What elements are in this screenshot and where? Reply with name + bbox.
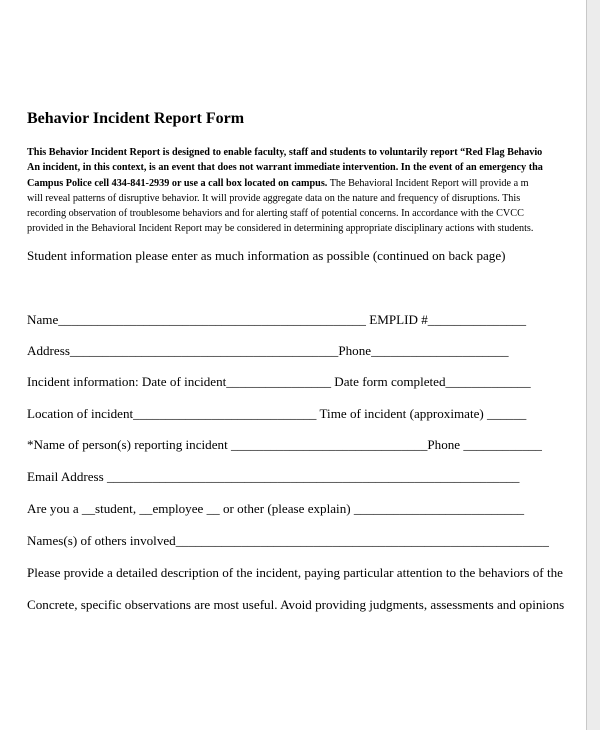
- intro-line-5: recording observation of troublesome behaviors and for alerting staff of potential concerns. In accordance with the CVCC: [27, 208, 524, 220]
- form-title: Behavior Incident Report Form: [27, 110, 245, 127]
- reporter-field[interactable]: *Name of person(s) reporting incident ______________________________Phone ____________: [27, 437, 542, 452]
- intro-line-3: [27, 176, 543, 191]
- description-instruction: Please provide a detailed description of the incident, paying particular attention to the behaviors of the: [27, 565, 563, 580]
- location-field[interactable]: Location of incident____________________________ Time of incident (approximate) ______: [27, 406, 527, 421]
- incident-info-field[interactable]: Incident information: Date of incident________________ Date form completed_____________: [27, 374, 531, 389]
- role-field[interactable]: Are you a __student, __employee __ or other (please explain) __________________________: [27, 501, 525, 516]
- intro-line-3-rest: The Behavioral Incident Report will provide a m: [327, 177, 529, 189]
- intro-line-4: will reveal patterns of disruptive behavior. It will provide aggregate data on the nature and frequency of disruptions. This: [27, 192, 521, 204]
- observation-instruction: Concrete, specific observations are most useful. Avoid providing judgments, assessments and opinions: [27, 597, 565, 612]
- email-field[interactable]: Email Address _______________________________________________________________: [27, 469, 520, 484]
- student-info-heading: Student information please enter as much information as possible (continued on back page): [27, 248, 506, 263]
- address-field[interactable]: Address_________________________________________Phone_____________________: [27, 343, 509, 358]
- intro-line-2: An incident, in this context, is an event that does not warrant immediate intervention. In the event of an emergency tha: [27, 162, 543, 174]
- intro-paragraph: [27, 145, 543, 237]
- intro-line-6: provided in the Behavioral Incident Report may be considered in determining appropriate disciplinary actions with students.: [27, 223, 534, 235]
- intro-line-1: This Behavior Incident Report is designed to enable faculty, staff and students to voluntarily report “Red Flag Behavio: [27, 147, 543, 158]
- campus-police-note: Campus Police cell 434-841-2939 or use a call box located on campus.: [27, 177, 328, 189]
- others-involved-field[interactable]: Names(s) of others involved_________________________________________________________: [27, 533, 549, 548]
- name-field[interactable]: Name_______________________________________________ EMPLID #_______________: [27, 312, 527, 327]
